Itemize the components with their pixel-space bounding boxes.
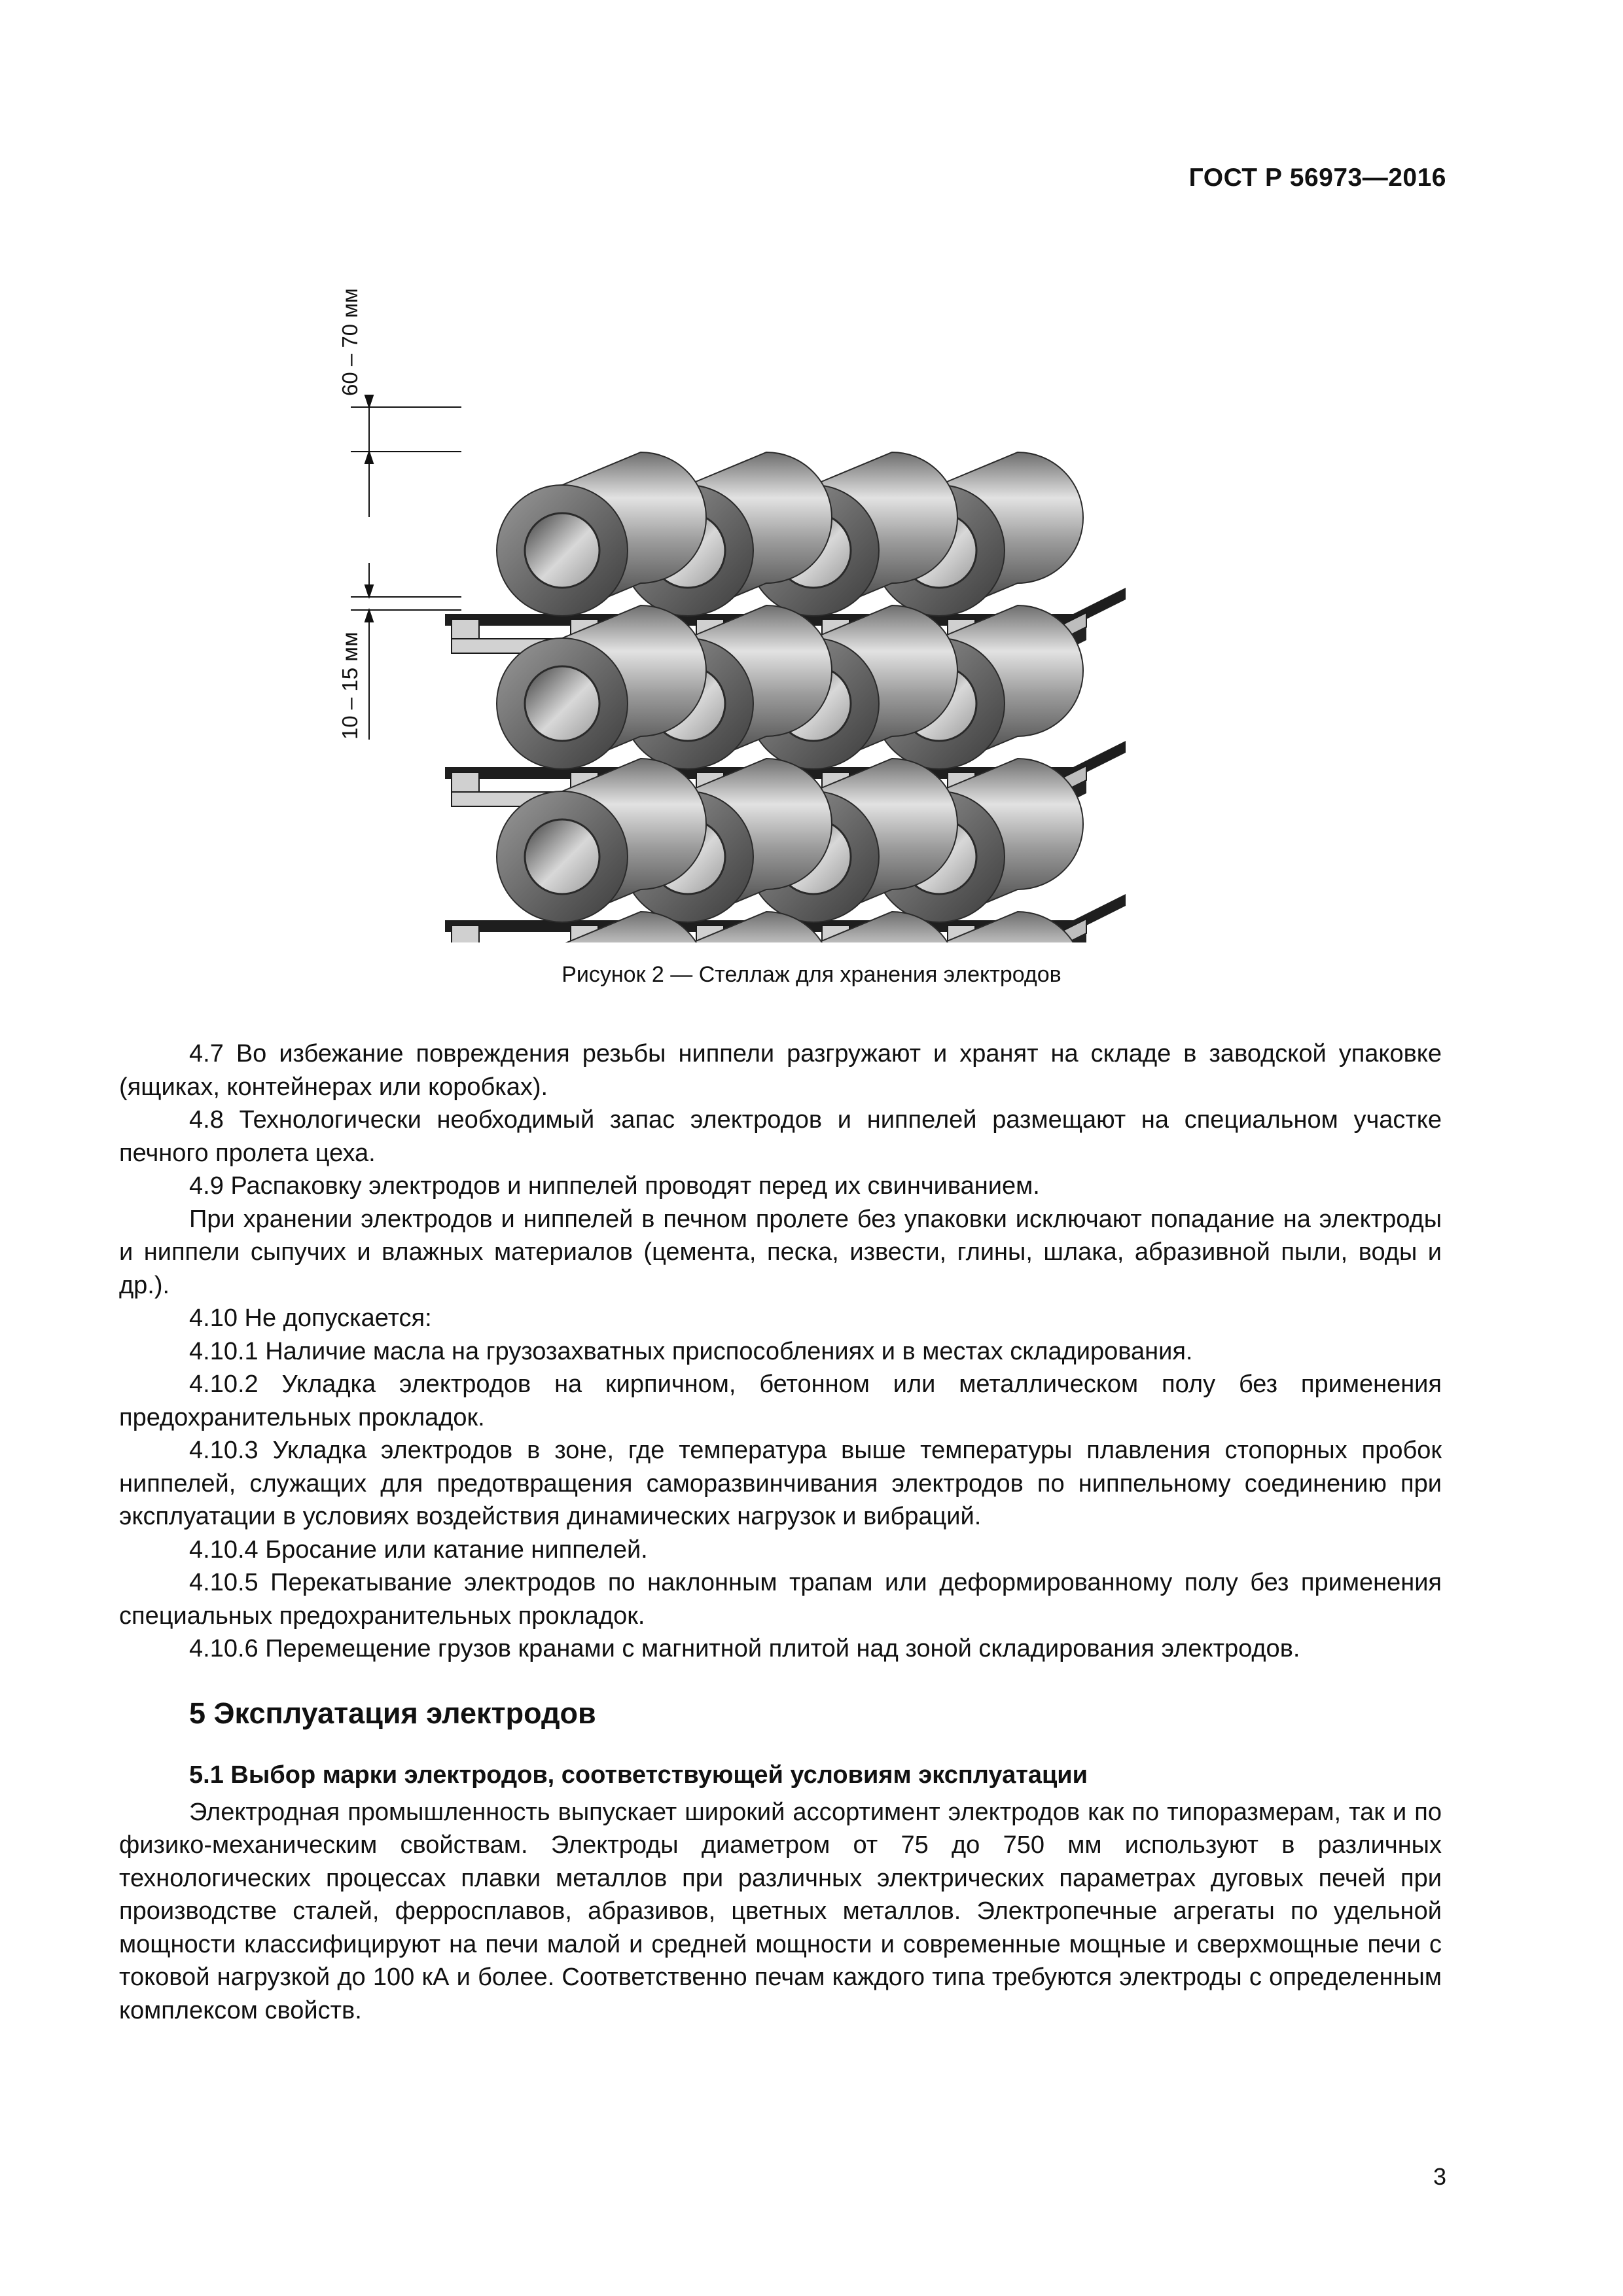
rack-illustration — [314, 236, 1243, 942]
dimension-label-bottom: 10 – 15 мм — [338, 632, 362, 740]
body-text — [119, 1037, 1442, 2027]
paragraph-storage: При хранении электродов и ниппелей в печном пролете без упаковки исключают попадание на электроды и ниппели сыпучих и влажных материалов (цемента, песка, извести, глины, шлака, абразивной пыли, воды и др.). — [119, 1205, 1442, 1299]
section-heading: 5 Эксплуатация электродов — [189, 1696, 596, 1730]
subsection-heading: 5.1 Выбор марки электродов, соответствующей условиям эксплуатации — [189, 1761, 1088, 1789]
paragraph-4-10-1: 4.10.1 Наличие масла на грузозахватных приспособлениях и в местах складирования. — [189, 1337, 1193, 1365]
paragraph-4-10-2: 4.10.2 Укладка электродов на кирпичном, бетонном или металлическом полу без применения предохранительных прокладок. — [119, 1371, 1442, 1431]
paragraph-4-10-4: 4.10.4 Бросание или катание ниппелей. — [189, 1535, 648, 1564]
paragraph-4-8: 4.8 Технологически необходимый запас электродов и ниппелей размещают на специальном участке печного пролета цеха. — [119, 1106, 1442, 1167]
subsection-paragraph: Электродная промышленность выпускает широкий ассортимент электродов как по типоразмерам, так и по физико-механическим свойствам. Электроды диаметром от 75 до 750 мм используют в различных технологических процессах плавки металлов при различных электрических параметрах дуговых печей при производстве сталей, ферросплавов, абразивов, цветных металлов. Электропечные агрегаты по удельной мощности классифицируют на печи малой и средней мощности и современные мощные и сверхмощные печи с токовой нагрузкой до 100 кА и более. Соответственно печам каждого типа требуются электроды с определенным комплексом свойств. — [119, 1798, 1442, 2024]
paragraph-4-10-6: 4.10.6 Перемещение грузов кранами с магнитной плитой над зоной складирования электродов. — [189, 1635, 1300, 1662]
dimension-lines — [351, 395, 461, 740]
paragraph-4-7: 4.7 Во избежание повреждения резьбы ниппели разгружают и хранят на складе в заводской упаковке (ящиках, контейнерах или коробках). — [119, 1040, 1442, 1101]
paragraph-4-9: 4.9 Распаковку электродов и ниппелей проводят перед их свинчиванием. — [189, 1172, 1040, 1200]
paragraph-4-10: 4.10 Не допускается: — [189, 1304, 432, 1332]
paragraph-4-10-3: 4.10.3 Укладка электродов в зоне, где температура выше температуры плавления стопорных пробок ниппелей, служащих для предотвращения саморазвинчивания электродов по ниппельному соединению при эксплуатации в условиях воздействия динамических нагрузок и вибраций. — [119, 1437, 1442, 1530]
figure-caption: Рисунок 2 — Стеллаж для хранения электродов — [562, 962, 1061, 987]
figure-storage-rack — [314, 236, 1243, 942]
dimension-label-top: 60 – 70 мм — [338, 288, 362, 396]
page-number: 3 — [1433, 2163, 1446, 2190]
document-code: ГОСТ Р 56973—2016 — [1188, 164, 1446, 192]
paragraph-4-10-5: 4.10.5 Перекатывание электродов по наклонным трапам или деформированному полу без применения специальных предохранительных прокладок. — [119, 1569, 1442, 1630]
